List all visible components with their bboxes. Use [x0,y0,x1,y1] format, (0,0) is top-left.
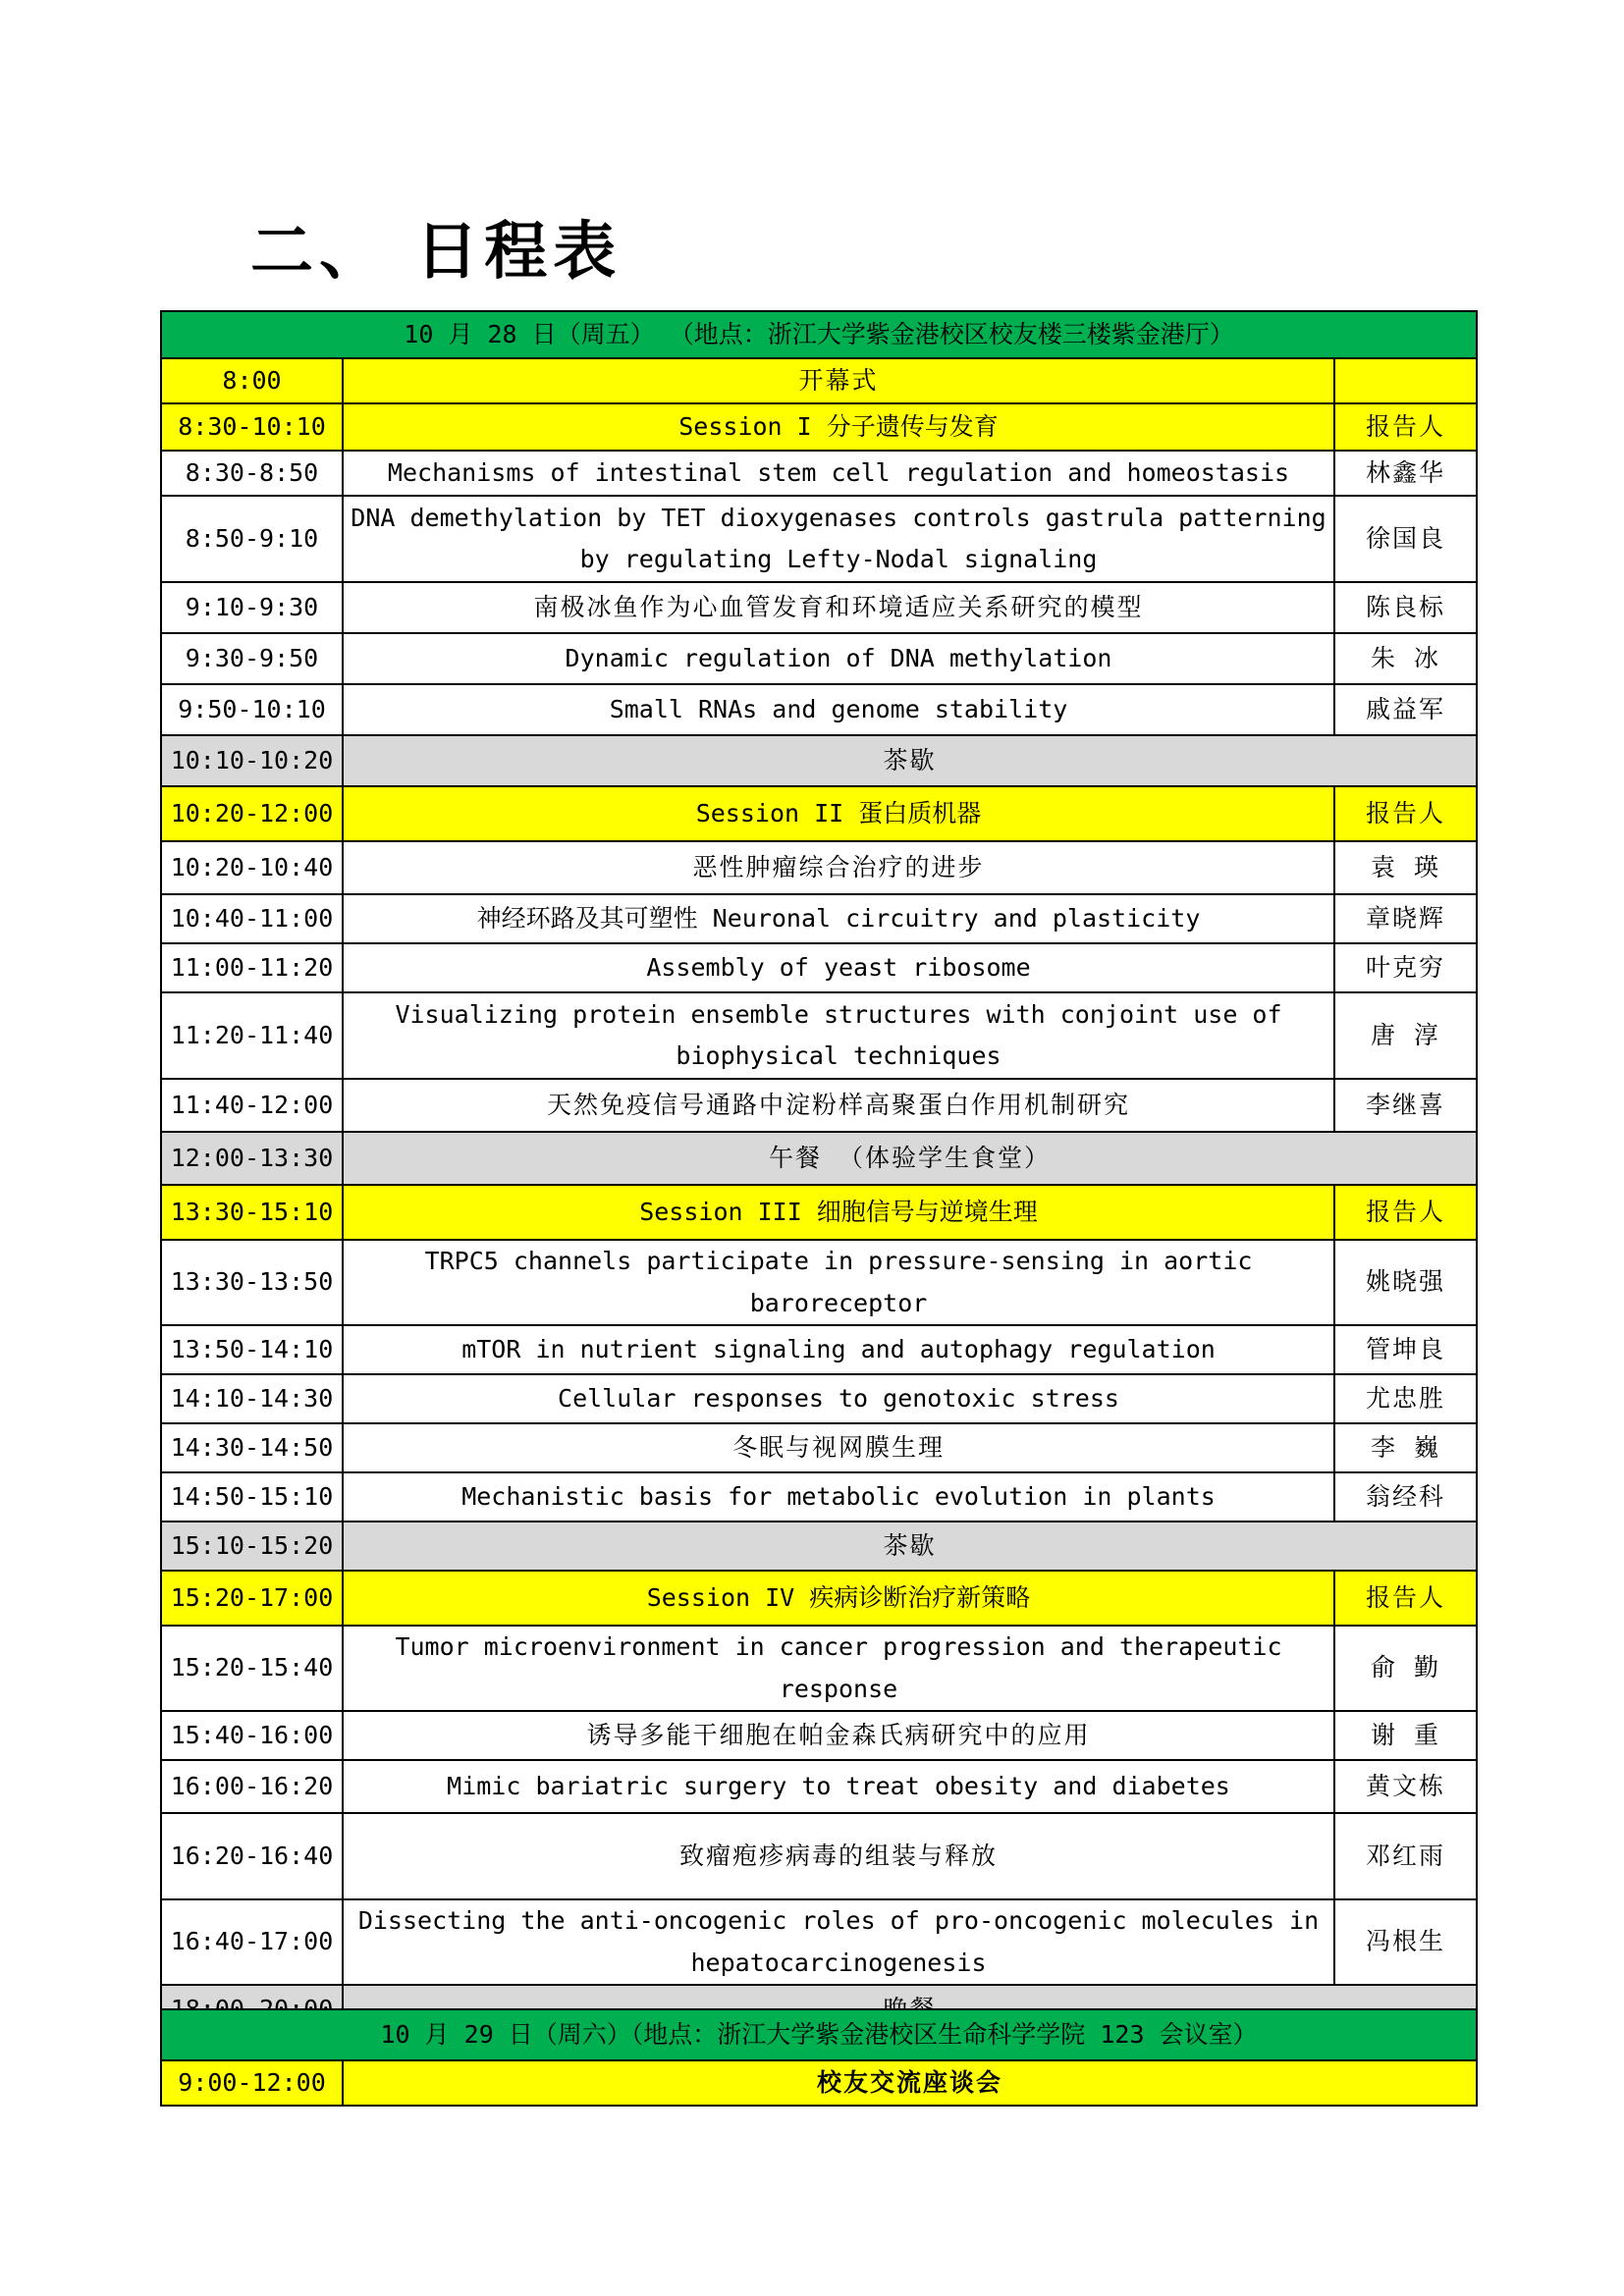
time-cell: 10:20-10:40 [161,841,343,894]
talk-row [161,894,1477,943]
schedule-table-day2 [160,2008,1478,2107]
event-row [161,2060,1477,2106]
talk-row [161,1374,1477,1423]
speaker-name: 邓红雨 [1334,1813,1477,1899]
time-cell: 8:30-8:50 [161,451,343,496]
talk-row [161,684,1477,735]
time-cell: 13:50-14:10 [161,1325,343,1374]
speaker-header: 报告人 [1334,786,1477,841]
speaker-name: 徐国良 [1334,496,1477,582]
talk-row [161,1079,1477,1132]
break-row [161,1132,1477,1185]
event-title: 校友交流座谈会 [343,2060,1477,2106]
session-row [161,786,1477,841]
time-cell: 10:10-10:20 [161,735,343,786]
session-title: Session III 细胞信号与逆境生理 [343,1185,1334,1240]
time-cell: 8:00 [161,358,343,403]
speaker-name: 冯根生 [1334,1899,1477,1985]
talk-title: TRPC5 channels participate in pressure-sensing in aortic baroreceptor [343,1240,1334,1325]
talk-row [161,582,1477,633]
schedule-table-day1 [160,310,1478,2035]
talk-title: Tumor microenvironment in cancer progression and therapeutic response [343,1626,1334,1711]
talk-title: Mimic bariatric surgery to treat obesity and diabetes [343,1760,1334,1813]
speaker-header: 报告人 [1334,1185,1477,1240]
time-cell: 14:30-14:50 [161,1423,343,1472]
day-header: 10 月 29 日（周六）（地点：浙江大学紫金港校区生命科学学院 123 会议室） [161,2009,1477,2060]
speaker-name: 唐 淳 [1334,992,1477,1079]
speaker-name: 谢 重 [1334,1711,1477,1760]
talk-title: 恶性肿瘤综合治疗的进步 [343,841,1334,894]
session-row [161,1185,1477,1240]
talk-title: Cellular responses to genotoxic stress [343,1374,1334,1423]
speaker-name: 李继喜 [1334,1079,1477,1132]
speaker-name: 姚晓强 [1334,1240,1477,1325]
session-title: Session II 蛋白质机器 [343,786,1334,841]
talk-row [161,1711,1477,1760]
time-cell: 13:30-13:50 [161,1240,343,1325]
time-cell: 15:20-17:00 [161,1571,343,1626]
speaker-name: 翁经科 [1334,1472,1477,1522]
session-row [161,403,1477,451]
talk-title: 冬眠与视网膜生理 [343,1423,1334,1472]
time-cell: 14:50-15:10 [161,1472,343,1522]
talk-row [161,943,1477,992]
talk-row [161,1813,1477,1899]
time-cell: 11:00-11:20 [161,943,343,992]
time-cell: 11:20-11:40 [161,992,343,1079]
talk-row [161,1240,1477,1325]
session-title: 开幕式 [343,358,1334,403]
talk-title: 神经环路及其可塑性 Neuronal circuitry and plasticity [343,894,1334,943]
break-row [161,735,1477,786]
time-cell: 10:20-12:00 [161,786,343,841]
talk-row [161,1325,1477,1374]
time-cell: 9:10-9:30 [161,582,343,633]
session-title: Session IV 疾病诊断治疗新策略 [343,1571,1334,1626]
speaker-header: 报告人 [1334,1571,1477,1626]
break-label: 茶歇 [343,735,1477,786]
time-cell: 12:00-13:30 [161,1132,343,1185]
talk-row [161,496,1477,582]
time-cell: 9:50-10:10 [161,684,343,735]
talk-row [161,992,1477,1079]
talk-title: Mechanistic basis for metabolic evolution in plants [343,1472,1334,1522]
time-cell: 9:30-9:50 [161,633,343,684]
talk-row [161,1899,1477,1985]
session-row [161,1571,1477,1626]
talk-title: 天然免疫信号通路中淀粉样高聚蛋白作用机制研究 [343,1079,1334,1132]
break-label: 午餐 （体验学生食堂） [343,1132,1477,1185]
talk-title: Assembly of yeast ribosome [343,943,1334,992]
talk-title: Small RNAs and genome stability [343,684,1334,735]
talk-title: 致瘤疱疹病毒的组装与释放 [343,1813,1334,1899]
speaker-name: 李 巍 [1334,1423,1477,1472]
time-cell: 13:30-15:10 [161,1185,343,1240]
talk-title: DNA demethylation by TET dioxygenases controls gastrula patterning by regulating Lefty-Nodal signaling [343,496,1334,582]
day-header: 10 月 28 日（周五） （地点：浙江大学紫金港校区校友楼三楼紫金港厅） [161,311,1477,358]
speaker-name: 管坤良 [1334,1325,1477,1374]
speaker-name: 章晓辉 [1334,894,1477,943]
talk-title: Visualizing protein ensemble structures with conjoint use of biophysical techniques [343,992,1334,1079]
time-cell: 16:40-17:00 [161,1899,343,1985]
speaker-name: 朱 冰 [1334,633,1477,684]
speaker-name: 陈良标 [1334,582,1477,633]
time-cell: 11:40-12:00 [161,1079,343,1132]
speaker-name: 林鑫华 [1334,451,1477,496]
talk-title: 南极冰鱼作为心血管发育和环境适应关系研究的模型 [343,582,1334,633]
time-cell: 15:20-15:40 [161,1626,343,1711]
time-cell: 8:30-10:10 [161,403,343,451]
speaker-name: 叶克穷 [1334,943,1477,992]
speaker-name: 戚益军 [1334,684,1477,735]
talk-row [161,451,1477,496]
speaker-name: 袁 瑛 [1334,841,1477,894]
time-cell: 9:00-12:00 [161,2060,343,2106]
break-row [161,1522,1477,1571]
speaker-header [1334,358,1477,403]
break-label: 茶歇 [343,1522,1477,1571]
talk-row [161,1760,1477,1813]
talk-row [161,841,1477,894]
talk-title: Mechanisms of intestinal stem cell regulation and homeostasis [343,451,1334,496]
time-cell: 15:10-15:20 [161,1522,343,1571]
time-cell: 15:40-16:00 [161,1711,343,1760]
time-cell: 16:20-16:40 [161,1813,343,1899]
talk-row [161,1472,1477,1522]
page-heading: 二、 日程表 [250,216,623,289]
speaker-name: 俞 勤 [1334,1626,1477,1711]
talk-title: 诱导多能干细胞在帕金森氏病研究中的应用 [343,1711,1334,1760]
talk-row [161,1626,1477,1711]
speaker-name: 尤忠胜 [1334,1374,1477,1423]
session-row [161,358,1477,403]
talk-row [161,633,1477,684]
time-cell: 10:40-11:00 [161,894,343,943]
talk-title: Dissecting the anti-oncogenic roles of pro-oncogenic molecules in hepatocarcinogenesis [343,1899,1334,1985]
session-title: Session I 分子遗传与发育 [343,403,1334,451]
talk-title: mTOR in nutrient signaling and autophagy regulation [343,1325,1334,1374]
day-header-row [161,311,1477,358]
speaker-header: 报告人 [1334,403,1477,451]
speaker-name: 黄文栋 [1334,1760,1477,1813]
time-cell: 16:00-16:20 [161,1760,343,1813]
time-cell: 8:50-9:10 [161,496,343,582]
talk-row [161,1423,1477,1472]
day-header-row [161,2009,1477,2060]
talk-title: Dynamic regulation of DNA methylation [343,633,1334,684]
time-cell: 14:10-14:30 [161,1374,343,1423]
